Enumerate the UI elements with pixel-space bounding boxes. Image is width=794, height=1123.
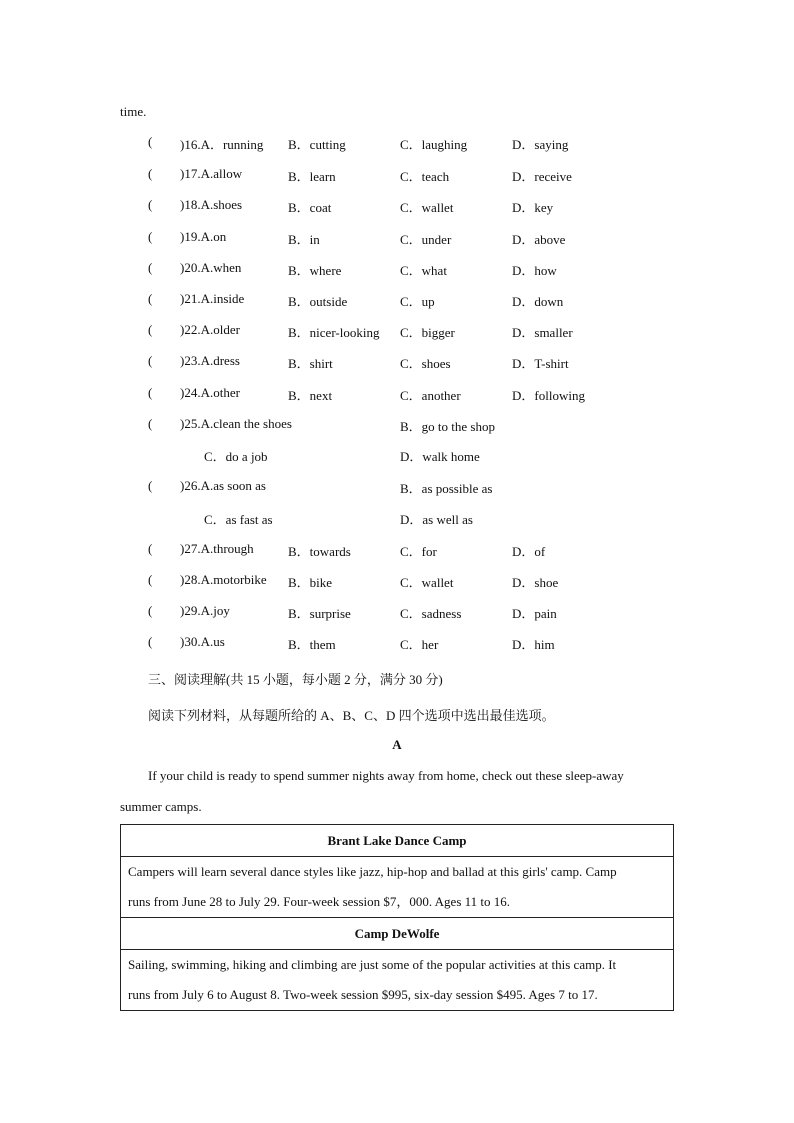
option-b: B．as possible as	[400, 481, 493, 496]
option-d: D．of	[512, 544, 546, 559]
option-c: C．her	[400, 637, 439, 652]
option-b: B．where	[288, 263, 342, 278]
option-b: B．surprise	[288, 606, 351, 621]
answer-blank[interactable]: (	[148, 229, 153, 244]
question-row-19	[0, 229, 794, 249]
option-a: )25.A.clean the shoes	[180, 416, 292, 431]
question-row-25-cont	[0, 446, 794, 466]
answer-blank[interactable]: (	[148, 353, 153, 368]
option-a: )30.A.us	[180, 634, 225, 649]
question-row-26-cont	[0, 509, 794, 529]
option-c: C．laughing	[400, 137, 468, 152]
option-c: C．teach	[400, 169, 450, 184]
option-d: D．receive	[512, 169, 572, 184]
option-b: B．towards	[288, 544, 351, 559]
answer-blank[interactable]: (	[148, 134, 153, 149]
option-c: C．wallet	[400, 200, 454, 215]
option-a: )21.A.inside	[180, 291, 245, 306]
option-d: D．following	[512, 388, 585, 403]
option-a: )23.A.dress	[180, 353, 240, 368]
answer-blank[interactable]: (	[148, 166, 153, 181]
option-b: B．shirt	[288, 356, 333, 371]
option-d: D．walk home	[400, 449, 480, 464]
option-a: )20.A.when	[180, 260, 242, 275]
question-row-28	[0, 572, 794, 592]
question-row-24	[0, 385, 794, 405]
camp-name: Camp DeWolfe	[121, 918, 674, 950]
question-row-18	[0, 197, 794, 217]
passage-letter: A	[392, 737, 402, 752]
option-b: B．next	[288, 388, 333, 403]
option-a: )18.A.shoes	[180, 197, 243, 212]
option-a: )29.A.joy	[180, 603, 230, 618]
question-row-30	[0, 634, 794, 654]
answer-blank[interactable]: (	[148, 385, 153, 400]
question-row-17	[0, 166, 794, 186]
option-d: D．key	[512, 200, 554, 215]
question-row-26	[0, 478, 794, 498]
option-c: C．bigger	[400, 325, 455, 340]
camp-description	[121, 950, 674, 1011]
passage-intro-line2: summer camps.	[120, 799, 202, 814]
option-d: D．smaller	[512, 325, 573, 340]
option-d: D．as well as	[400, 512, 473, 527]
answer-blank[interactable]: (	[148, 322, 153, 337]
option-b: B．learn	[288, 169, 336, 184]
option-a: )17.A.allow	[180, 166, 243, 181]
question-row-22	[0, 322, 794, 342]
option-a: )22.A.older	[180, 322, 240, 337]
option-a: )27.A.through	[180, 541, 254, 556]
option-a: )24.A.other	[180, 385, 240, 400]
option-c: C．what	[400, 263, 447, 278]
option-a: )19.A.on	[180, 229, 227, 244]
option-c: C．another	[400, 388, 461, 403]
answer-blank[interactable]: (	[148, 541, 153, 556]
option-d: D．T-shirt	[512, 356, 569, 371]
camps-table	[120, 824, 674, 1011]
camp-description-line: Campers will learn several dance styles like jazz, hip-hop and ballad at this girls' camp. Camp	[128, 864, 617, 879]
option-c: C．as fast as	[204, 512, 273, 527]
passage-intro-line1: If your child is ready to spend summer nights away from home, check out these sleep-away	[148, 768, 624, 783]
option-b: B．bike	[288, 575, 333, 590]
option-d: D．down	[512, 294, 564, 309]
answer-blank[interactable]: (	[148, 416, 153, 431]
option-b: B．in	[288, 232, 320, 247]
option-b: B．cutting	[288, 137, 346, 152]
answer-blank[interactable]: (	[148, 478, 153, 493]
option-c: C．shoes	[400, 356, 451, 371]
question-row-27	[0, 541, 794, 561]
option-b: B．outside	[288, 294, 348, 309]
option-d: D．him	[512, 637, 555, 652]
question-row-16	[0, 134, 794, 154]
option-a: )28.A.motorbike	[180, 572, 267, 587]
option-c: C．do a job	[204, 449, 268, 464]
option-b: B．go to the shop	[400, 419, 495, 434]
camp-description-line: runs from June 28 to July 29. Four-week session $7，000. Ages 11 to 16.	[128, 894, 511, 909]
option-a: )16.A．running	[180, 137, 264, 152]
instruction: 阅读下列材料，从每题所给的 A、B、C、D 四个选项中选出最佳选项。	[148, 708, 555, 723]
question-row-20	[0, 260, 794, 280]
answer-blank[interactable]: (	[148, 572, 153, 587]
question-row-25	[0, 416, 794, 436]
answer-blank[interactable]: (	[148, 603, 153, 618]
question-row-23	[0, 353, 794, 373]
option-b: B．coat	[288, 200, 332, 215]
answer-blank[interactable]: (	[148, 634, 153, 649]
option-d: D．shoe	[512, 575, 559, 590]
camp-description-line: Sailing, swimming, hiking and climbing are just some of the popular activities at this camp. It	[128, 957, 617, 972]
camp-description	[121, 857, 674, 918]
lead-text: time.	[120, 104, 147, 119]
option-d: D．pain	[512, 606, 557, 621]
option-d: D．saying	[512, 137, 569, 152]
answer-blank[interactable]: (	[148, 260, 153, 275]
option-d: D．how	[512, 263, 557, 278]
option-b: B．them	[288, 637, 336, 652]
camp-description-line: runs from July 6 to August 8. Two-week session $995, six-day session $495. Ages 7 to 17.	[128, 987, 598, 1002]
question-row-29	[0, 603, 794, 623]
option-c: C．for	[400, 544, 437, 559]
option-d: D．above	[512, 232, 566, 247]
option-b: B．nicer-looking	[288, 325, 380, 340]
option-c: C．sadness	[400, 606, 462, 621]
option-c: C．under	[400, 232, 452, 247]
answer-blank[interactable]: (	[148, 197, 153, 212]
question-row-21	[0, 291, 794, 311]
answer-blank[interactable]: (	[148, 291, 153, 306]
option-c: C．up	[400, 294, 435, 309]
camp-name: Brant Lake Dance Camp	[121, 825, 674, 857]
section-title: 三、阅读理解(共 15 小题，每小题 2 分，满分 30 分)	[148, 672, 443, 687]
option-c: C．wallet	[400, 575, 454, 590]
option-a: )26.A.as soon as	[180, 478, 266, 493]
